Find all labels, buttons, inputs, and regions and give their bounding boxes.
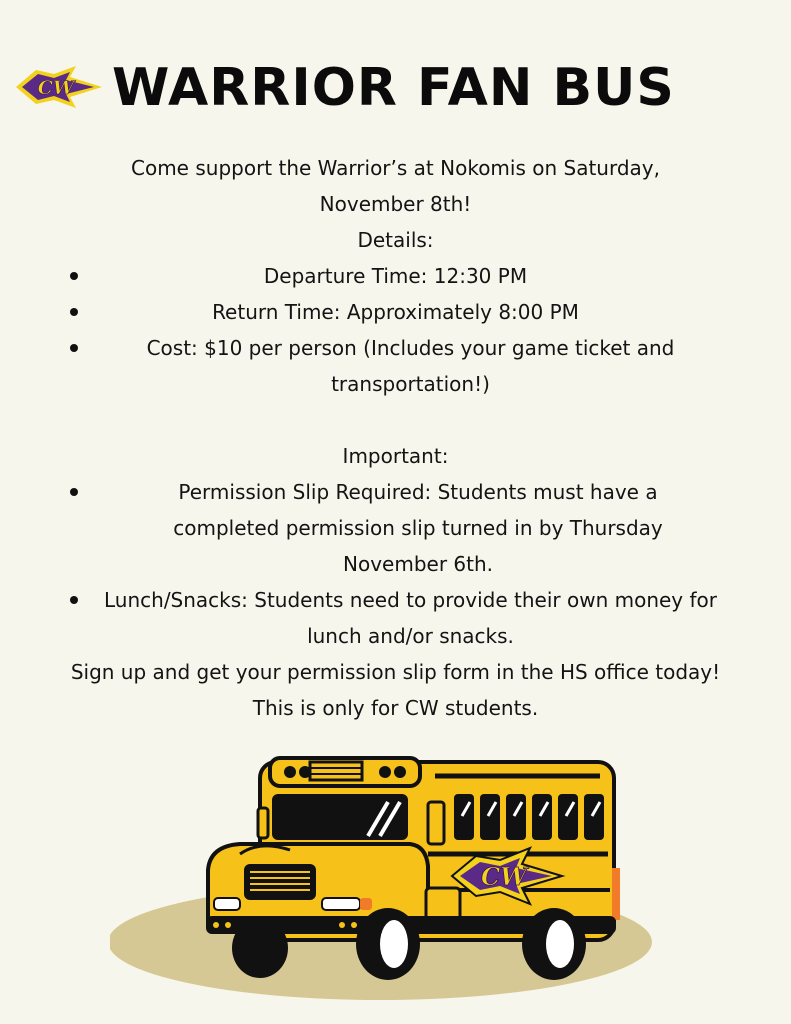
svg-text:CW: CW	[480, 862, 528, 891]
list-item: Departure Time: 12:30 PM	[0, 258, 791, 294]
bullet-icon	[70, 308, 78, 316]
wheel	[356, 908, 420, 980]
wheel	[232, 918, 288, 978]
bullet-icon	[70, 272, 78, 280]
school-bus-illustration	[110, 750, 670, 1020]
list-item: Permission Slip Required: Students must have a completed permission slip turned in by Thursday November 6th.	[0, 474, 791, 582]
wheel	[522, 908, 586, 980]
page-title: WARRIOR FAN BUS	[112, 58, 675, 118]
intro-text: Come support the Warrior’s at Nokomis on Saturday, November 8th!	[131, 156, 660, 216]
cw-arrowhead-logo	[14, 62, 104, 112]
details-list	[0, 258, 791, 402]
details-label: Details:	[357, 228, 434, 252]
bullet-icon	[70, 596, 78, 604]
bullet-icon	[70, 488, 78, 496]
bullet-icon	[70, 344, 78, 352]
grille	[244, 864, 316, 900]
windshield	[272, 794, 408, 840]
logo-text: CW	[37, 77, 75, 99]
header	[0, 56, 791, 120]
flyer-body	[0, 150, 791, 726]
important-label: Important:	[342, 444, 449, 468]
important-list	[0, 474, 791, 654]
list-item: Return Time: Approximately 8:00 PM	[0, 294, 791, 330]
list-item: Cost: $10 per person (Includes your game ticket and transportation!)	[0, 330, 791, 402]
list-item: Lunch/Snacks: Students need to provide their own money for lunch and/or snacks.	[0, 582, 791, 654]
signup-text: Sign up and get your permission slip form in the HS office today!	[70, 660, 721, 684]
cw-only-note: This is only for CW students.	[252, 696, 539, 720]
